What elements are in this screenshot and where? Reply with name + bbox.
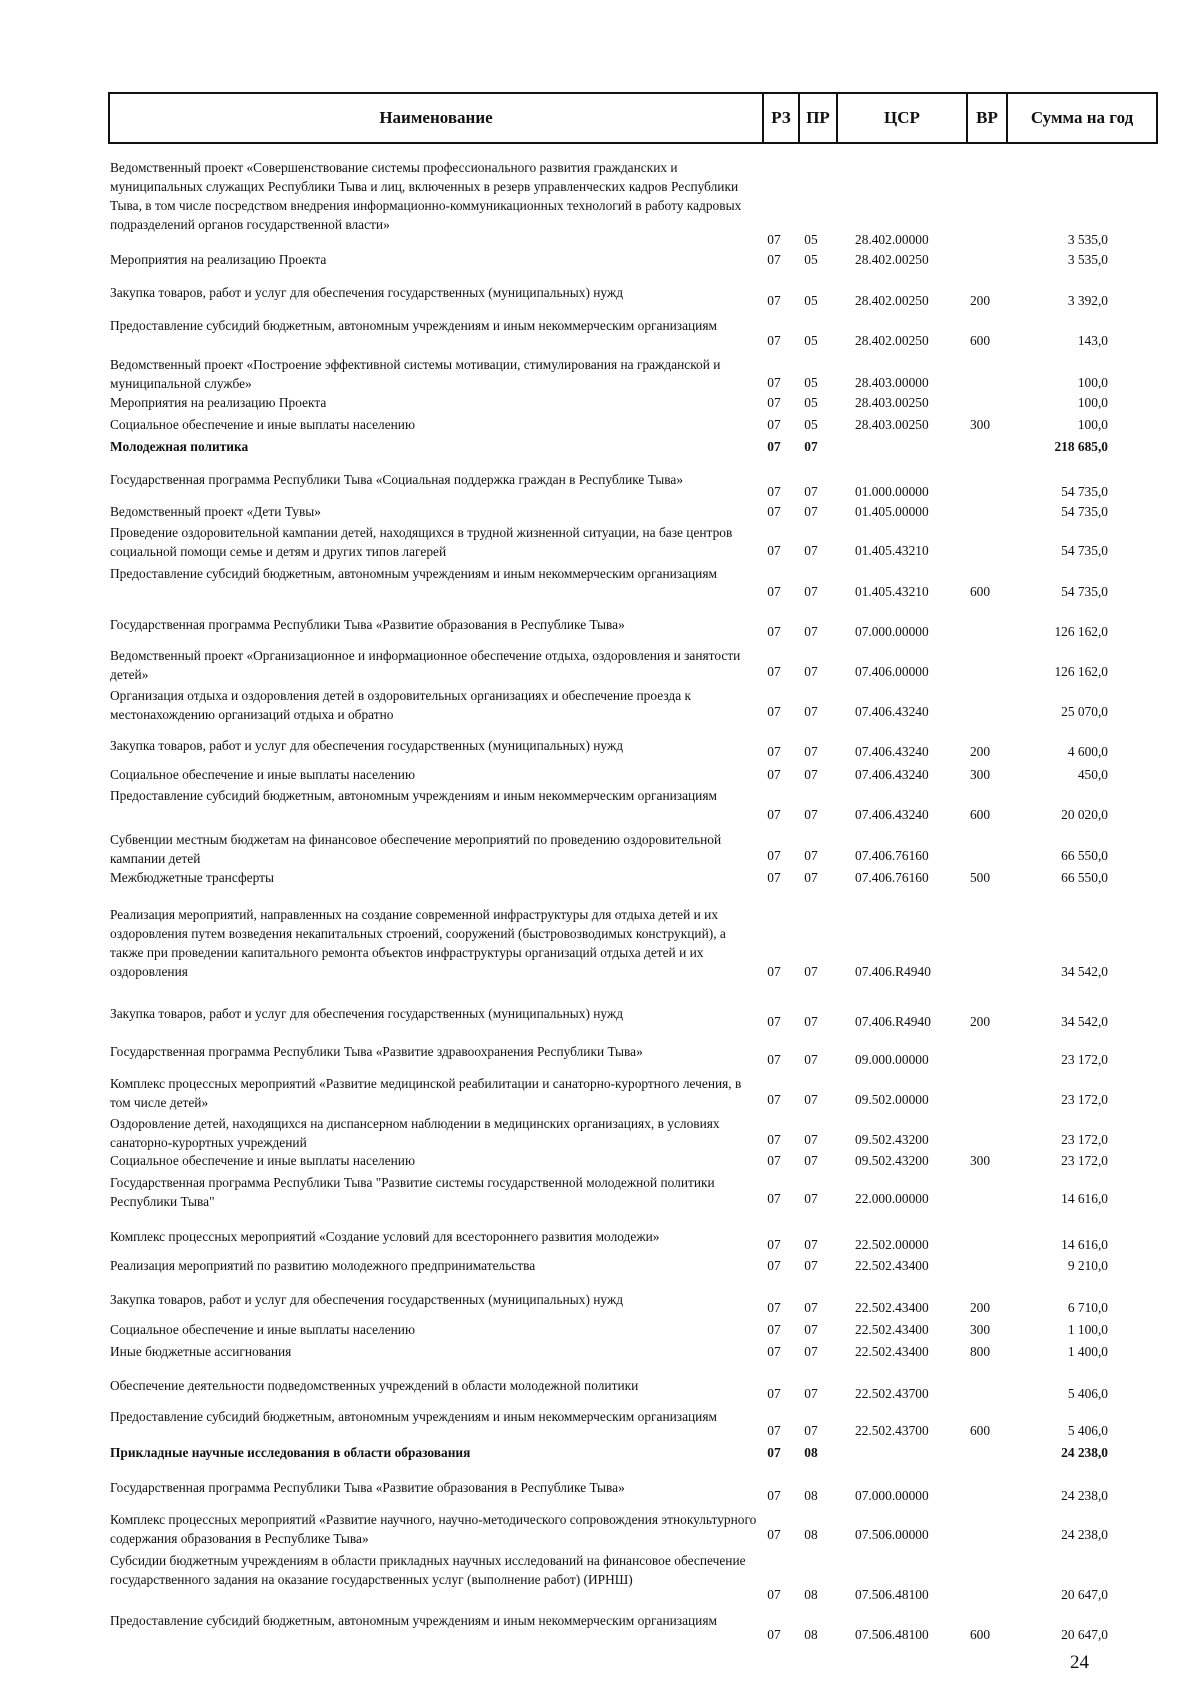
row-csr: 28.402.00250 bbox=[855, 333, 929, 348]
row-sum: 14 616,0 bbox=[1061, 1191, 1108, 1206]
row-rz: 07 bbox=[767, 1488, 781, 1503]
row-pr: 07 bbox=[804, 1322, 818, 1337]
row-rz: 07 bbox=[767, 1237, 781, 1252]
row-csr: 22.000.00000 bbox=[855, 1191, 929, 1206]
row-sum: 24 238,0 bbox=[1061, 1445, 1108, 1460]
row-pr: 08 bbox=[804, 1627, 818, 1642]
row-sum: 34 542,0 bbox=[1061, 1014, 1108, 1029]
row-csr: 28.403.00250 bbox=[855, 417, 929, 432]
row-vr: 200 bbox=[969, 1014, 991, 1029]
row-name: Закупка товаров, работ и услуг для обеспечения государственных (муниципальных) нужд bbox=[110, 1006, 624, 1021]
row-csr: 01.405.00000 bbox=[855, 504, 929, 519]
row-pr: 07 bbox=[804, 664, 818, 679]
row-rz: 07 bbox=[767, 624, 781, 639]
row-csr: 07.406.76160 bbox=[855, 848, 929, 863]
row-rz: 07 bbox=[767, 1014, 781, 1029]
row-pr: 07 bbox=[804, 439, 818, 454]
row-sum: 3 392,0 bbox=[1067, 293, 1108, 308]
row-csr: 07.000.00000 bbox=[855, 624, 929, 639]
row-csr: 07.506.00000 bbox=[855, 1527, 929, 1542]
row-csr: 22.502.43400 bbox=[855, 1258, 929, 1273]
row-rz: 07 bbox=[767, 1300, 781, 1315]
row-sum: 54 735,0 bbox=[1061, 504, 1108, 519]
row-pr: 07 bbox=[804, 1344, 818, 1359]
row-name: Комплекс процессных мероприятий «Развитие научного, научно-методического сопровождения этнокультурного содержания образования в Республике Тыва» bbox=[110, 1512, 757, 1546]
row-rz: 07 bbox=[767, 484, 781, 499]
row-name: Мероприятия на реализацию Проекта bbox=[110, 252, 327, 267]
row-pr: 05 bbox=[804, 417, 818, 432]
row-csr: 07.406.43240 bbox=[855, 744, 929, 759]
row-sum: 6 710,0 bbox=[1067, 1300, 1108, 1315]
row-name: Прикладные научные исследования в области образования bbox=[110, 1445, 471, 1460]
row-rz: 07 bbox=[767, 1627, 781, 1642]
row-name: Обеспечение деятельности подведомственных учреждений в области молодежной политики bbox=[110, 1378, 639, 1393]
row-csr: 07.406.00000 bbox=[855, 664, 929, 679]
row-sum: 34 542,0 bbox=[1061, 964, 1108, 979]
row-rz: 07 bbox=[767, 1191, 781, 1206]
row-rz: 07 bbox=[767, 543, 781, 558]
row-sum: 23 172,0 bbox=[1061, 1052, 1108, 1067]
row-rz: 07 bbox=[767, 395, 781, 410]
row-sum: 54 735,0 bbox=[1061, 484, 1108, 499]
row-csr: 22.502.00000 bbox=[855, 1237, 929, 1252]
row-sum: 9 210,0 bbox=[1067, 1258, 1108, 1273]
row-name: Ведомственный проект «Организационное и информационное обеспечение отдыха, оздоровления и занятости детей» bbox=[110, 648, 741, 682]
row-csr: 28.403.00250 bbox=[855, 395, 929, 410]
row-name: Предоставление субсидий бюджетным, автономным учреждениям и иным некоммерческим организациям bbox=[110, 1613, 717, 1628]
row-sum: 20 020,0 bbox=[1061, 807, 1108, 822]
row-pr: 07 bbox=[804, 1052, 818, 1067]
row-sum: 66 550,0 bbox=[1061, 848, 1108, 863]
row-name: Реализация мероприятий, направленных на создание современной инфраструктуры для отдыха детей и их оздоровления путем возведения некапитальных строений, сооружений (быстровозводимых конструкций), а также при проведении капитального ремонта объектов инфраструктуры организаций отдыха детей и их оздоровления bbox=[110, 907, 726, 979]
row-rz: 07 bbox=[767, 1258, 781, 1273]
row-sum: 25 070,0 bbox=[1061, 704, 1108, 719]
row-vr: 300 bbox=[969, 417, 991, 432]
row-csr: 07.506.48100 bbox=[855, 1587, 929, 1602]
row-name: Субвенции местным бюджетам на финансовое обеспечение мероприятий по проведению оздоровительной кампании детей bbox=[110, 832, 722, 866]
row-vr: 600 bbox=[969, 584, 991, 599]
row-rz: 07 bbox=[767, 504, 781, 519]
row-rz: 07 bbox=[767, 333, 781, 348]
header-vr: ВР bbox=[968, 94, 1008, 142]
row-pr: 07 bbox=[804, 1153, 818, 1168]
row-pr: 07 bbox=[804, 1386, 818, 1401]
row-vr: 200 bbox=[969, 1300, 991, 1315]
row-rz: 07 bbox=[767, 1052, 781, 1067]
row-name: Реализация мероприятий по развитию молодежного предпринимательства bbox=[110, 1258, 536, 1273]
row-pr: 07 bbox=[804, 870, 818, 885]
row-rz: 07 bbox=[767, 293, 781, 308]
row-rz: 07 bbox=[767, 1322, 781, 1337]
row-rz: 07 bbox=[767, 964, 781, 979]
row-name: Государственная программа Республики Тыва «Развитие образования в Республике Тыва» bbox=[110, 1480, 625, 1495]
row-pr: 07 bbox=[804, 1423, 818, 1438]
row-name: Молодежная политика bbox=[110, 439, 249, 454]
row-sum: 218 685,0 bbox=[1054, 439, 1108, 454]
row-pr: 07 bbox=[804, 1237, 818, 1252]
row-rz: 07 bbox=[767, 704, 781, 719]
row-sum: 5 406,0 bbox=[1067, 1423, 1108, 1438]
row-rz: 07 bbox=[767, 1092, 781, 1107]
row-pr: 08 bbox=[804, 1445, 818, 1460]
row-rz: 07 bbox=[767, 232, 781, 247]
row-name: Социальное обеспечение и иные выплаты населению bbox=[110, 417, 415, 432]
row-name: Проведение оздоровительной кампании детей, находящихся в трудной жизненной ситуации, на базе центров социальной помощи семье и детям и других типов лагерей bbox=[110, 525, 733, 559]
row-pr: 07 bbox=[804, 1014, 818, 1029]
row-rz: 07 bbox=[767, 439, 781, 454]
row-rz: 07 bbox=[767, 1153, 781, 1168]
header-csr: ЦСР bbox=[838, 94, 968, 142]
row-csr: 07.406.43240 bbox=[855, 807, 929, 822]
row-csr: 07.406.43240 bbox=[855, 704, 929, 719]
row-pr: 07 bbox=[804, 584, 818, 599]
row-pr: 07 bbox=[804, 744, 818, 759]
row-name: Закупка товаров, работ и услуг для обеспечения государственных (муниципальных) нужд bbox=[110, 738, 624, 753]
row-pr: 07 bbox=[804, 767, 818, 782]
row-csr: 07.406.43240 bbox=[855, 767, 929, 782]
row-name: Социальное обеспечение и иные выплаты населению bbox=[110, 1322, 415, 1337]
row-csr: 09.502.00000 bbox=[855, 1092, 929, 1107]
row-sum: 23 172,0 bbox=[1061, 1092, 1108, 1107]
row-vr: 600 bbox=[969, 1423, 991, 1438]
row-rz: 07 bbox=[767, 584, 781, 599]
row-sum: 100,0 bbox=[1077, 375, 1108, 390]
row-pr: 05 bbox=[804, 293, 818, 308]
row-pr: 07 bbox=[804, 1191, 818, 1206]
row-vr: 600 bbox=[969, 807, 991, 822]
row-name: Государственная программа Республики Тыва «Развитие образования в Республике Тыва» bbox=[110, 617, 625, 632]
row-sum: 126 162,0 bbox=[1054, 624, 1108, 639]
row-csr: 09.000.00000 bbox=[855, 1052, 929, 1067]
row-sum: 143,0 bbox=[1077, 333, 1108, 348]
row-csr: 07.406.76160 bbox=[855, 870, 929, 885]
row-vr: 600 bbox=[969, 333, 991, 348]
row-pr: 07 bbox=[804, 504, 818, 519]
row-sum: 23 172,0 bbox=[1061, 1132, 1108, 1147]
row-pr: 07 bbox=[804, 543, 818, 558]
row-pr: 05 bbox=[804, 333, 818, 348]
row-sum: 24 238,0 bbox=[1061, 1527, 1108, 1542]
row-rz: 07 bbox=[767, 1386, 781, 1401]
row-sum: 54 735,0 bbox=[1061, 584, 1108, 599]
row-name: Государственная программа Республики Тыва «Развитие здравоохранения Республики Тыва» bbox=[110, 1044, 643, 1059]
row-vr: 300 bbox=[969, 1322, 991, 1337]
row-csr: 28.402.00250 bbox=[855, 252, 929, 267]
row-pr: 07 bbox=[804, 807, 818, 822]
header-rz: РЗ bbox=[764, 94, 800, 142]
row-sum: 54 735,0 bbox=[1061, 543, 1108, 558]
row-csr: 09.502.43200 bbox=[855, 1132, 929, 1147]
row-name: Закупка товаров, работ и услуг для обеспечения государственных (муниципальных) нужд bbox=[110, 285, 624, 300]
row-name: Закупка товаров, работ и услуг для обеспечения государственных (муниципальных) нужд bbox=[110, 1292, 624, 1307]
row-pr: 07 bbox=[804, 1132, 818, 1147]
row-name: Субсидии бюджетным учреждениям в области прикладных научных исследований на финансовое обеспечение государственного задания на оказание государственных услуг (выполнение работ) (ИРНШ) bbox=[110, 1553, 746, 1587]
row-name: Предоставление субсидий бюджетным, автономным учреждениям и иным некоммерческим организациям bbox=[110, 788, 717, 803]
row-sum: 66 550,0 bbox=[1061, 870, 1108, 885]
row-csr: 09.502.43200 bbox=[855, 1153, 929, 1168]
row-name: Оздоровление детей, находящихся на диспансерном наблюдении в медицинских организациях, в условиях санаторно-курортных учреждений bbox=[110, 1116, 720, 1150]
row-pr: 08 bbox=[804, 1488, 818, 1503]
row-name: Социальное обеспечение и иные выплаты населению bbox=[110, 767, 415, 782]
row-vr: 600 bbox=[969, 1627, 991, 1642]
row-name: Мероприятия на реализацию Проекта bbox=[110, 395, 327, 410]
page-number: 24 bbox=[1070, 1652, 1089, 1673]
header-name: Наименование bbox=[110, 94, 764, 142]
row-rz: 07 bbox=[767, 252, 781, 267]
row-sum: 1 400,0 bbox=[1067, 1344, 1108, 1359]
row-name: Ведомственный проект «Совершенствование системы профессионального развития гражданских и муниципальных служащих Республики Тыва и лиц, включенных в резерв управленческих кадров Республики Тыва, в том числе посредством внедрения информационно-коммуникационных технологий в работу кадровых подразделений органов государственной власти» bbox=[110, 160, 742, 232]
row-pr: 07 bbox=[804, 964, 818, 979]
row-name: Социальное обеспечение и иные выплаты населению bbox=[110, 1153, 415, 1168]
row-pr: 05 bbox=[804, 375, 818, 390]
row-rz: 07 bbox=[767, 807, 781, 822]
row-rz: 07 bbox=[767, 375, 781, 390]
row-pr: 07 bbox=[804, 624, 818, 639]
row-rz: 07 bbox=[767, 848, 781, 863]
row-rz: 07 bbox=[767, 417, 781, 432]
row-sum: 20 647,0 bbox=[1061, 1587, 1108, 1602]
row-vr: 200 bbox=[969, 744, 991, 759]
row-pr: 05 bbox=[804, 252, 818, 267]
row-pr: 08 bbox=[804, 1527, 818, 1542]
row-vr: 200 bbox=[969, 293, 991, 308]
row-csr: 22.502.43400 bbox=[855, 1344, 929, 1359]
row-csr: 01.000.00000 bbox=[855, 484, 929, 499]
row-pr: 07 bbox=[804, 704, 818, 719]
row-csr: 28.402.00000 bbox=[855, 232, 929, 247]
row-vr: 300 bbox=[969, 767, 991, 782]
row-sum: 100,0 bbox=[1077, 417, 1108, 432]
row-csr: 22.502.43400 bbox=[855, 1300, 929, 1315]
row-sum: 3 535,0 bbox=[1067, 252, 1108, 267]
row-rz: 07 bbox=[767, 1587, 781, 1602]
row-name: Организация отдыха и оздоровления детей в оздоровительных организациях и обеспечение проезда к местонахождению организаций отдыха и обратно bbox=[110, 688, 691, 722]
row-sum: 14 616,0 bbox=[1061, 1237, 1108, 1252]
row-name: Иные бюджетные ассигнования bbox=[110, 1344, 292, 1359]
row-pr: 07 bbox=[804, 1300, 818, 1315]
row-pr: 07 bbox=[804, 1258, 818, 1273]
row-csr: 22.502.43700 bbox=[855, 1423, 929, 1438]
row-sum: 126 162,0 bbox=[1054, 664, 1108, 679]
row-rz: 07 bbox=[767, 1527, 781, 1542]
row-sum: 450,0 bbox=[1077, 767, 1108, 782]
row-sum: 3 535,0 bbox=[1067, 232, 1108, 247]
row-csr: 01.405.43210 bbox=[855, 584, 929, 599]
row-name: Предоставление субсидий бюджетным, автономным учреждениям и иным некоммерческим организациям bbox=[110, 566, 717, 581]
row-pr: 08 bbox=[804, 1587, 818, 1602]
row-csr: 22.502.43400 bbox=[855, 1322, 929, 1337]
row-rz: 07 bbox=[767, 870, 781, 885]
row-vr: 500 bbox=[969, 870, 991, 885]
row-vr: 300 bbox=[969, 1153, 991, 1168]
row-sum: 100,0 bbox=[1077, 395, 1108, 410]
row-pr: 05 bbox=[804, 232, 818, 247]
row-sum: 24 238,0 bbox=[1061, 1488, 1108, 1503]
row-name: Предоставление субсидий бюджетным, автономным учреждениям и иным некоммерческим организациям bbox=[110, 1409, 717, 1424]
row-rz: 07 bbox=[767, 1423, 781, 1438]
row-rz: 07 bbox=[767, 744, 781, 759]
row-sum: 5 406,0 bbox=[1067, 1386, 1108, 1401]
row-sum: 1 100,0 bbox=[1067, 1322, 1108, 1337]
row-rz: 07 bbox=[767, 1344, 781, 1359]
row-csr: 22.502.43700 bbox=[855, 1386, 929, 1401]
row-sum: 23 172,0 bbox=[1061, 1153, 1108, 1168]
row-csr: 28.403.00000 bbox=[855, 375, 929, 390]
header-pr: ПР bbox=[800, 94, 838, 142]
row-pr: 07 bbox=[804, 848, 818, 863]
row-vr: 800 bbox=[969, 1344, 991, 1359]
row-name: Ведомственный проект «Построение эффективной системы мотивации, стимулирования на гражданской и муниципальной службе» bbox=[110, 357, 721, 391]
row-name: Комплекс процессных мероприятий «Развитие медицинской реабилитации и санаторно-курортного лечения, в том числе детей» bbox=[110, 1076, 742, 1110]
row-rz: 07 bbox=[767, 664, 781, 679]
row-name: Комплекс процессных мероприятий «Создание условий для всестороннего развития молодежи» bbox=[110, 1229, 660, 1244]
row-name: Государственная программа Республики Тыва "Развитие системы государственной молодежной политики Республики Тыва" bbox=[110, 1175, 715, 1209]
row-rz: 07 bbox=[767, 1132, 781, 1147]
row-rz: 07 bbox=[767, 1445, 781, 1460]
row-csr: 07.000.00000 bbox=[855, 1488, 929, 1503]
row-pr: 07 bbox=[804, 484, 818, 499]
row-pr: 05 bbox=[804, 395, 818, 410]
row-name: Межбюджетные трансферты bbox=[110, 870, 274, 885]
row-name: Ведомственный проект «Дети Тувы» bbox=[110, 504, 321, 519]
row-pr: 07 bbox=[804, 1092, 818, 1107]
row-name: Предоставление субсидий бюджетным, автономным учреждениям и иным некоммерческим организациям bbox=[110, 318, 717, 333]
row-csr: 07.406.R4940 bbox=[855, 964, 931, 979]
row-name: Государственная программа Республики Тыва «Социальная поддержка граждан в Республике Тыва» bbox=[110, 472, 684, 487]
row-csr: 07.406.R4940 bbox=[855, 1014, 931, 1029]
row-csr: 28.402.00250 bbox=[855, 293, 929, 308]
row-sum: 4 600,0 bbox=[1067, 744, 1108, 759]
row-rz: 07 bbox=[767, 767, 781, 782]
header-sum: Сумма на год bbox=[1030, 108, 1134, 127]
row-sum: 20 647,0 bbox=[1061, 1627, 1108, 1642]
row-csr: 01.405.43210 bbox=[855, 543, 929, 558]
row-csr: 07.506.48100 bbox=[855, 1627, 929, 1642]
